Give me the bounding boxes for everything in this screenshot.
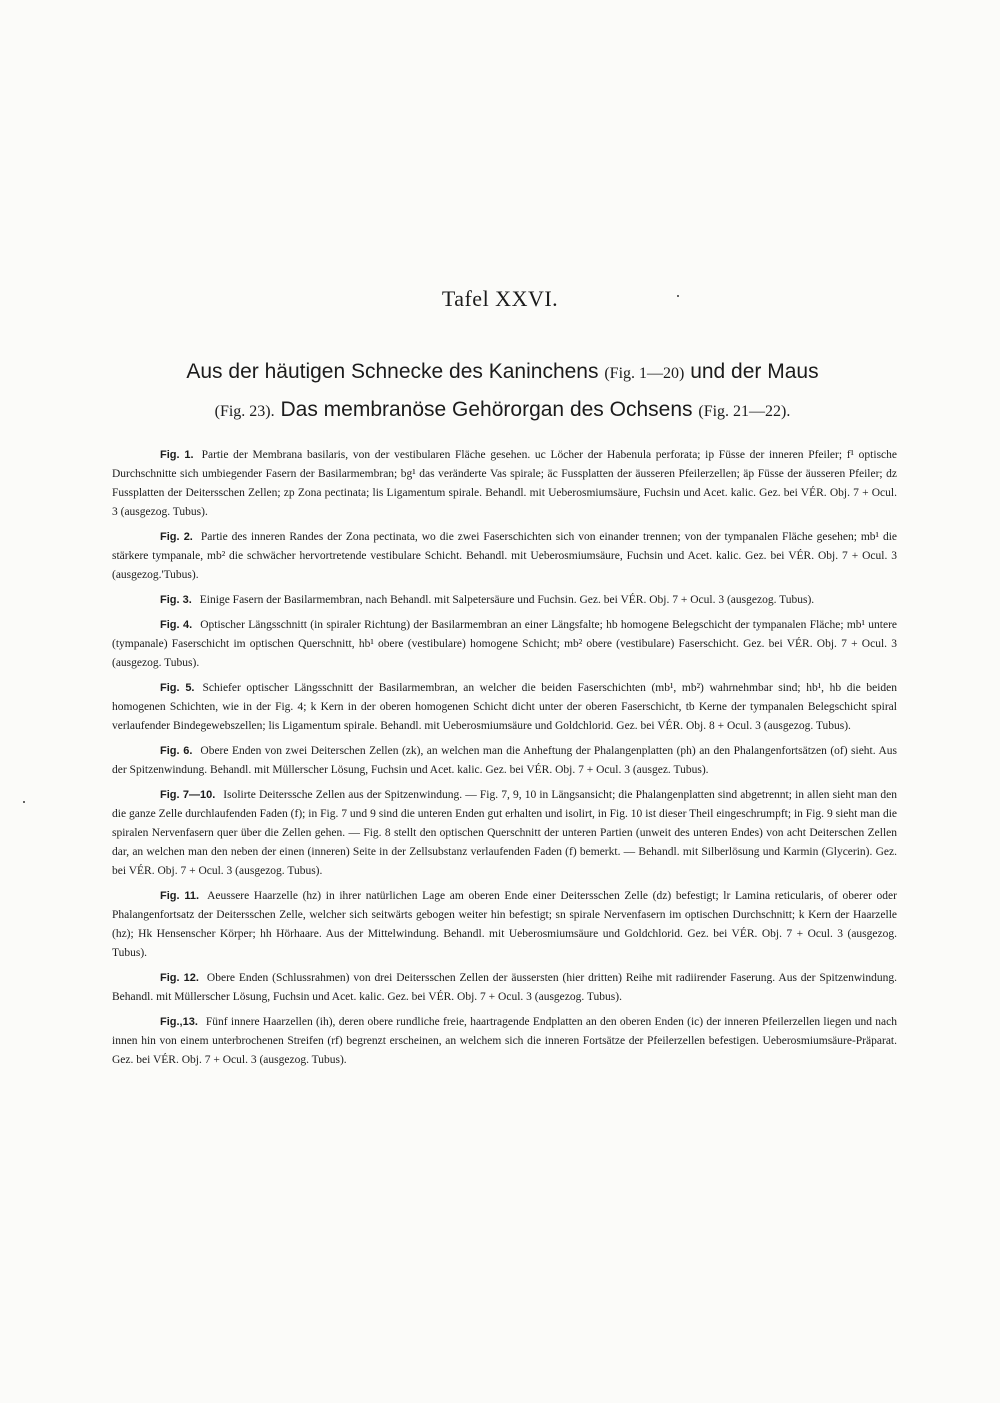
heading-figure-ref: (Fig. 23). <box>214 403 275 420</box>
caption-number: Fig. 5. <box>160 682 195 694</box>
caption-fig-7-10 <box>112 786 897 881</box>
heading-tail-1: und der Maus <box>690 360 819 383</box>
caption-number: Fig.‚13. <box>160 1016 198 1028</box>
caption-fig-3 <box>112 591 897 610</box>
caption-text: Schiefer optischer Längsschnitt der Basilarmembran, an welcher die beiden Faserschichten (mb¹, mb²) wahrnehmbar sind; hb¹, hb die beiden homogenen Schichten, wie in der Fig. 4; k Kern in der oberen homogenen Schicht dicht unter der oberen Faserschicht, tb Kerne der tympanalen Belegschicht spiral verlaufender Bindegewebszellen; lis Ligamentum spirale. Behandl. mit Ueberosmiumsäure und Goldchlorid. Gez. bei VÉR. Obj. 8 + Ocul. 3 (ausgezog. Tubus). <box>112 682 897 732</box>
heading-line-1 <box>100 360 905 384</box>
caption-text: Einige Fasern der Basilarmembran, nach Behandl. mit Salpetersäure und Fuchsin. Gez. bei VÉR. Obj. 7 + Ocul. 3 (ausgezog. Tubus). <box>199 594 815 606</box>
caption-number: Fig. 2. <box>160 531 193 543</box>
caption-number: Fig. 11. <box>160 890 200 902</box>
caption-number: Fig. 6. <box>160 745 193 757</box>
caption-number: Fig. 7—10. <box>160 789 216 801</box>
heading-main-1: Aus der häutigen Schnecke des Kaninchens <box>186 360 599 383</box>
caption-number: Fig. 12. <box>160 972 199 984</box>
caption-number: Fig. 3. <box>160 594 192 606</box>
heading-figure-range-1: (Fig. 1—20) <box>604 365 685 382</box>
caption-fig-12 <box>112 969 897 1007</box>
caption-fig-6 <box>112 742 897 780</box>
caption-fig-2 <box>112 528 897 585</box>
caption-text: Obere Enden (Schlussrahmen) von drei Deitersschen Zellen der äussersten (hier dritten) Reihe mit radiirender Faserung. Aus der Spitzenwindung. Behandl. mit Müllerscher Lösung, Fuchsin und Acet. kalic. Gez. bei VÉR. Obj. 7 + Ocul. 3 (ausgezog. Tubus). <box>112 972 897 1003</box>
caption-text: Aeussere Haarzelle (hz) in ihrer natürlichen Lage am oberen Ende einer Deitersschen Zelle (dz) befestigt; lr Lamina reticularis, of oberer oder Phalangenfortsatz der Deitersschen Zelle, welcher sich seitwärts gebogen weiter hin befestigt; sn spirale Nervenfasern im optischen Durchschnitt; k Kern der Haarzelle (hz); Hk Hensenscher Körper; hh Hörhaare. Aus der Mittelwindung. Behandl. mit Ueberosmiumsäure und Goldchlorid. Gez. bei VÉR. Obj. 7 + Ocul. 3 (ausgezog. Tubus). <box>112 890 897 959</box>
caption-text: Optischer Längsschnitt (in spiraler Richtung) der Basilarmembran an einer Längsfalte; hb homogene Belegschicht der tympanalen Fläche; mb¹ untere (tympanale) Faserschicht im optischen Querschnitt, hb¹ obere (vestibulare) homogene Schicht; mb² obere (vestibulare) Faserschicht. Gez. bei VÉR. Obj. 7 + Ocul. 3 (ausgezog. Tubus). <box>112 619 898 669</box>
caption-text: Obere Enden von zwei Deiterschen Zellen (zk), an welchen man die Anheftung der Phalangenplatten (ph) an den Phalangenfortsätzen (of) sieht. Aus der Spitzenwindung. Behandl. mit Müllerscher Lösung, Fuchsin und Acet. kalic. Gez. bei VÉR. Obj. 7 + Ocul. 3 (ausgez. Tubus). <box>112 745 897 776</box>
caption-fig-4 <box>112 616 897 673</box>
heading-figure-range-2: (Fig. 21—22). <box>698 403 791 420</box>
heading-main-2: Das membranöse Gehörorgan des Ochsens <box>280 398 693 421</box>
caption-text: Partie der Membrana basilaris, von der vestibularen Fläche gesehen. uc Löcher der Habenula perforata; ip Füsse der inneren Pfeiler; f¹ optische Durchschnitte sich umbiegender Fasern der Basilarmembran; bg¹ das veränderte Vas spirale; äc Fussplatten der äusseren Pfeilerzellen; äp Füsse der äusseren Pfeiler; dz Fussplatten der Deitersschen Zellen; zp Zona pectinata; lis Ligamentum spirale. Behandl. mit Ueberosmiumsäure, Fuchsin und Acet. kalic. Gez. bei VÉR. Obj. 7 + Ocul. 3 (ausgezog. Tubus). <box>112 449 898 518</box>
caption-number: Fig. 1. <box>160 449 194 461</box>
figure-captions <box>112 446 897 1076</box>
caption-fig-11 <box>112 887 897 963</box>
caption-fig-1 <box>112 446 897 522</box>
caption-text: Fünf innere Haarzellen (ih), deren obere rundliche freie, haartragende Endplatten an den oberen Enden (ic) der inneren Pfeilerzellen liegen und nach innen hin von einem unterbrochenen Streifen (rf) begrenzt erscheinen, an welchem sich die inneren Fortsätze der Pfeilerzellen befestigen. Ueberosmiumsäure-Präparat. Gez. bei VÉR. Obj. 7 + Ocul. 3 (ausgezog. Tubus). <box>112 1016 897 1066</box>
caption-text: Isolirte Deiterssche Zellen aus der Spitzenwindung. — Fig. 7, 9, 10 in Längsansicht; die Phalangenplatten sind abgetrennt; in allen sieht man den die ganze Zelle durchlaufenden Faden (f); in Fig. 7 und 9 sind die unteren Enden gut erhalten und isolirt, in Fig. 10 ist dieser Theil eingeschrumpft; in Fig. 9 sieht man die spiralen Nervenfasern quer über die Zellen gehen. — Fig. 8 stellt den optischen Querschnitt der unteren Partien (unweit des unteren Endes) von acht Deiterschen Zellen dar, an welchen man den neben der einen (inneren) Seite in der Zellsubstanz verlaufenden Faden (f) bemerkt. — Behandl. mit Silberlösung und Karmin (Glycerin). Gez. bei VÉR. Obj. 7 + Ocul. 3 (ausgezog. Tubus). <box>112 789 897 877</box>
caption-number: Fig. 4. <box>160 619 193 631</box>
paper-speck <box>23 801 25 803</box>
heading-line-2 <box>100 398 905 422</box>
caption-text: Partie des inneren Randes der Zona pectinata, wo die zwei Faserschichten sich von einander trennen; von der tympanalen Fläche gesehen; mb¹ die stärkere tympanale, mb² die schwächer hervortretende vestibulare Schicht. Behandl. mit Ueberosmiumsäure, Fuchsin und Acet. kalic. Gez. bei VÉR. Obj. 7 + Ocul. 3 (ausgezog.'Tubus). <box>112 531 897 581</box>
paper-speck <box>677 295 679 297</box>
caption-fig-5 <box>112 679 897 736</box>
caption-fig-13 <box>112 1013 897 1070</box>
plate-title: Tafel XXVI. <box>441 286 559 311</box>
